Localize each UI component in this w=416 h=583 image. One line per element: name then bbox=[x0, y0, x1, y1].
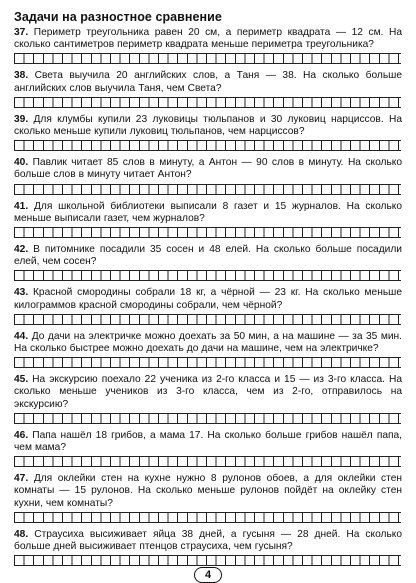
task-number: 39. bbox=[14, 113, 29, 125]
section-title: Задачи на разностное сравнение bbox=[14, 10, 222, 24]
task-42 bbox=[14, 244, 402, 281]
task-40 bbox=[14, 157, 402, 194]
task-48 bbox=[14, 529, 402, 566]
task-text: Для клумбы купили 23 луковицы тюльпанов и 30 луковиц нарциссов. На сколько меньше купили луковиц тюльпанов, чем нарциссов? bbox=[14, 113, 402, 138]
task-number: 48. bbox=[14, 528, 29, 540]
task-text: На экскурсию поехало 22 ученика из 2-го класса и 15 — из 3-го класса. На сколько меньше учеников из 3-го класса, чем из 2-го, отправилось на экскурсию? bbox=[14, 374, 402, 410]
task-39 bbox=[14, 114, 402, 151]
task-text: Света выучила 20 английских слов, а Таня — 38. На сколько больше английских слов выучила Таня, чем Света? bbox=[14, 70, 402, 94]
task-45 bbox=[14, 374, 402, 424]
answer-grid[interactable] bbox=[14, 140, 401, 151]
task-number: 40. bbox=[14, 157, 29, 169]
answer-grid[interactable] bbox=[14, 227, 401, 238]
answer-grid[interactable] bbox=[14, 456, 401, 467]
task-44 bbox=[14, 331, 402, 368]
answer-grid[interactable] bbox=[14, 184, 401, 195]
task-text: В питомнике посадили 35 сосен и 48 елей. На сколько больше посадили елей, чем сосен? bbox=[14, 244, 402, 268]
task-text: Павлик читает 85 слов в минуту, а Антон — 90 слов в минуту. На сколько больше слов в минуту читает Антон? bbox=[14, 157, 402, 181]
answer-grid[interactable] bbox=[14, 413, 401, 424]
worksheet-page bbox=[14, 10, 402, 572]
task-43 bbox=[14, 287, 402, 324]
task-number: 38. bbox=[14, 70, 29, 82]
task-number: 43. bbox=[14, 287, 29, 299]
task-text: Страусиха высиживает яйца 38 дней, а гусыня — 28 дней. На сколько больше дней высиживает птенцов страусиха, чем гусыня? bbox=[14, 528, 403, 553]
task-text: Для школьной библиотеки выписали 8 газет и 15 журналов. На сколько меньше выписали газет, чем журналов? bbox=[14, 200, 403, 224]
answer-grid[interactable] bbox=[14, 97, 401, 108]
answer-grid[interactable] bbox=[14, 357, 401, 368]
task-number: 42. bbox=[14, 244, 29, 256]
task-38 bbox=[14, 70, 402, 107]
task-41 bbox=[14, 201, 402, 238]
task-number: 45. bbox=[14, 374, 29, 386]
answer-grid[interactable] bbox=[14, 53, 401, 64]
answer-grid[interactable] bbox=[14, 314, 401, 325]
page-number: 4 bbox=[194, 567, 222, 583]
task-number: 47. bbox=[14, 473, 29, 485]
task-text: Папа нашёл 18 грибов, а мама 17. На сколько больше грибов нашёл папа, чем мама? bbox=[14, 429, 403, 454]
task-number: 44. bbox=[14, 330, 29, 342]
answer-grid[interactable] bbox=[14, 270, 401, 281]
task-number: 46. bbox=[14, 429, 29, 441]
task-46 bbox=[14, 430, 402, 467]
task-text: Периметр треугольника равен 20 см, а периметр квадрата — 12 см. На сколько сантиметров периметр квадрата меньше периметра треугольника? bbox=[14, 27, 402, 51]
answer-grid[interactable] bbox=[14, 512, 401, 523]
task-47 bbox=[14, 473, 402, 523]
task-text: До дачи на электричке можно доехать за 50 мин, а на машине — за 35 мин. На сколько быстрее можно доехать до дачи на машине, чем на электричке? bbox=[14, 330, 403, 355]
task-number: 37. bbox=[14, 27, 29, 38]
task-37 bbox=[14, 27, 402, 64]
task-text: Для оклейки стен на кухне нужно 8 рулонов обоев, а для оклейки стен комнаты — 15 рулонов. На сколько меньше рулонов пойдёт на оклейку стен кухни, чем комнаты? bbox=[14, 473, 402, 509]
task-text: Красной смородины собрали 18 кг, а чёрной — 23 кг. На сколько меньше килограммов красной смородины собрали, чем чёрной? bbox=[14, 287, 403, 311]
page-footer bbox=[0, 565, 416, 583]
task-number: 41. bbox=[14, 200, 29, 212]
